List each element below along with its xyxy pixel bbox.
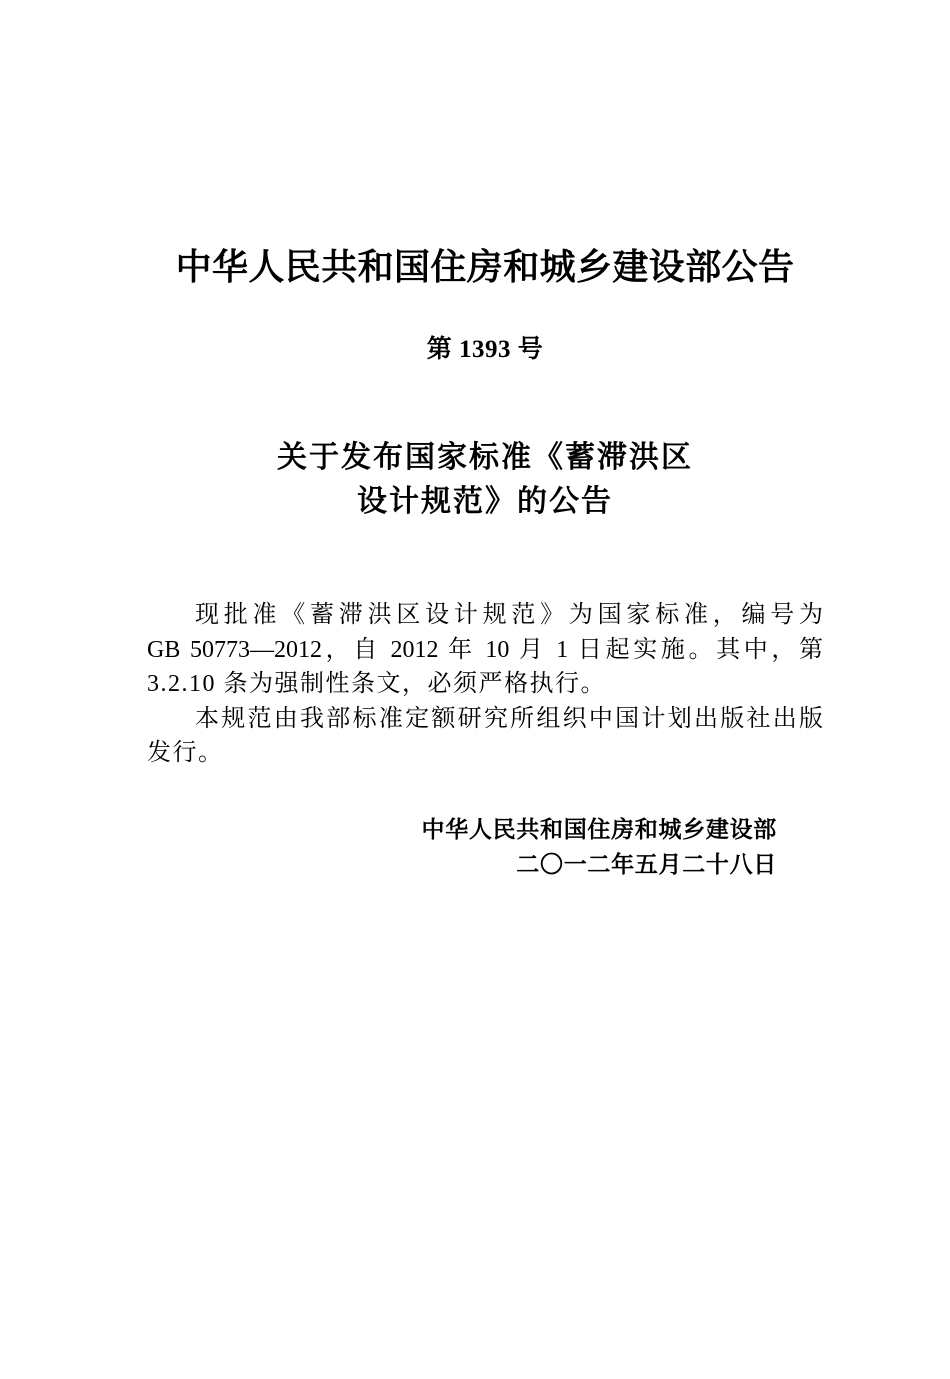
body-line: 3.2.10 条为强制性条文，必须严格执行。 xyxy=(147,671,606,697)
subtitle-line-2: 设计规范》的公告 xyxy=(357,485,613,518)
document-number: 第 1393 号 xyxy=(426,336,544,363)
body-line: 现批准《蓄滞洪区设计规范》为国家标准，编号为 xyxy=(195,602,823,628)
signature-block xyxy=(147,812,823,881)
announcement-subtitle xyxy=(147,436,823,524)
body-line: 本规范由我部标准定额研究所组织中国计划出版社出版 xyxy=(195,705,823,732)
body-line: 发行。 xyxy=(147,740,224,766)
subtitle-line-1: 关于发布国家标准《蓄滞洪区 xyxy=(277,441,693,474)
announcement xyxy=(147,0,823,1379)
body-line: GB 50773—2012，自 2012 年 10 月 1 日起实施。其中，第 xyxy=(147,636,823,663)
paragraph-approval xyxy=(147,598,823,702)
paragraph-publication xyxy=(147,702,823,771)
signature-date: 二〇一二年五月二十八日 xyxy=(516,850,777,877)
signature-issuer: 中华人民共和国住房和城乡建设部 xyxy=(421,816,777,842)
announcement-body xyxy=(147,598,823,771)
announcement-title: 中华人民共和国住房和城乡建设部公告 xyxy=(175,246,795,287)
